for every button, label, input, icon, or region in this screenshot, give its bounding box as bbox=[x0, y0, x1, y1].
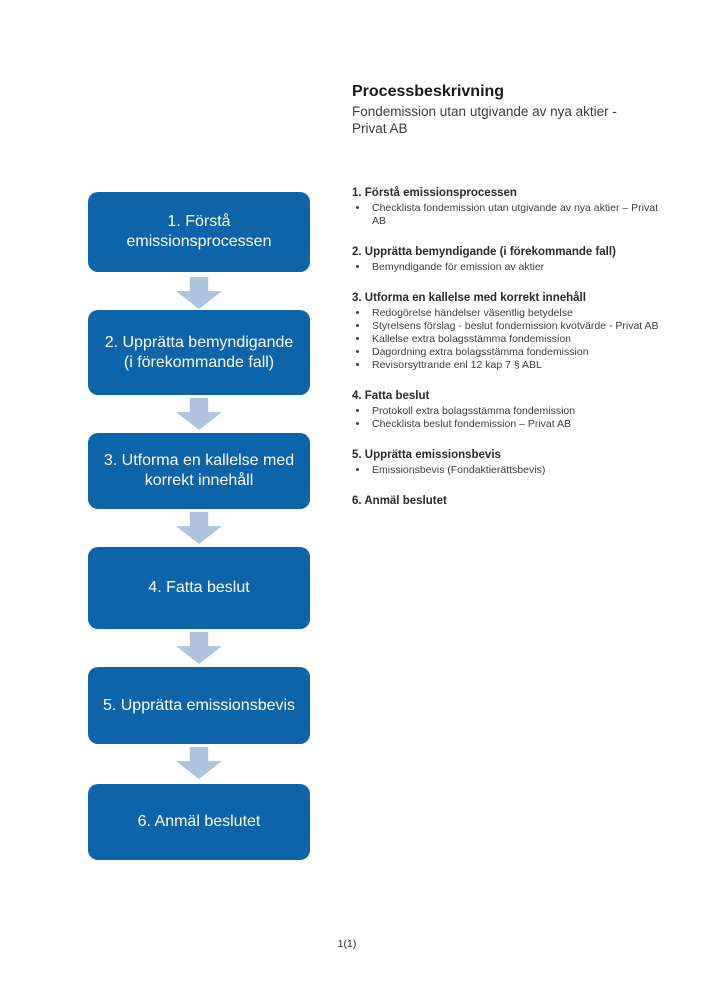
section-5-heading: 5. Upprätta emissionsbevis bbox=[352, 449, 501, 462]
page-title: Processbeskrivning bbox=[352, 83, 505, 100]
flow-step-2-label: 2. Upprätta bemyndigande (i förekommande fall) bbox=[104, 333, 294, 371]
bullet-item: • Revisorsyttrande enl 12 kap 7 § ABL bbox=[369, 359, 674, 372]
flow-step-6-label: 6. Anmäl beslutet bbox=[137, 813, 261, 831]
flow-step-5 bbox=[88, 667, 310, 744]
section-4-bullets bbox=[352, 405, 674, 431]
bullet-item: • Bemyndigande för emission av aktier bbox=[369, 261, 674, 274]
section-6-heading: 6. Anmäl beslutet bbox=[352, 495, 447, 508]
bullet-item: • Kallelse extra bolagsstämma fondemission bbox=[369, 333, 674, 346]
flow-step-1-label: 1. Förstå emissionsprocessen bbox=[126, 213, 272, 250]
section-3 bbox=[352, 291, 674, 372]
page-number: 1(1) bbox=[337, 938, 357, 950]
section-2 bbox=[352, 245, 674, 274]
section-4-heading: 4. Fatta beslut bbox=[352, 390, 430, 403]
flow-step-6 bbox=[88, 784, 310, 860]
section-6 bbox=[352, 494, 674, 508]
section-4 bbox=[352, 389, 674, 431]
page-subtitle: Fondemission utan utgivande av nya aktier - Privat AB bbox=[352, 104, 617, 136]
bullet-item: • Protokoll extra bolagsstämma fondemission bbox=[369, 405, 674, 418]
section-1-bullets bbox=[352, 202, 674, 228]
bullet-item: • Redogörelse händelser väsentlig betydelse bbox=[369, 307, 674, 320]
flow-step-4-label: 4. Fatta beslut bbox=[148, 579, 250, 597]
down-arrow-icon bbox=[176, 277, 222, 309]
flow-step-2 bbox=[88, 310, 310, 395]
section-2-heading: 2. Upprätta bemyndigande (i förekommande fall) bbox=[352, 246, 616, 259]
bullet-item: • Checklista fondemission utan utgivande av nya aktier – Privat AB bbox=[369, 202, 674, 228]
flow-step-3-label: 3. Utforma en kallelse med korrekt innehåll bbox=[103, 452, 295, 489]
down-arrow-icon bbox=[176, 512, 222, 544]
bullet-item: • Checklista beslut fondemission – Privat AB bbox=[369, 418, 674, 431]
section-2-bullets bbox=[352, 261, 674, 274]
bullet-item: • Dagordning extra bolagsstämma fondemission bbox=[369, 346, 674, 359]
section-1 bbox=[352, 186, 674, 228]
down-arrow-icon bbox=[176, 747, 222, 779]
flow-step-5-label: 5. Upprätta emissionsbevis bbox=[102, 696, 296, 714]
bullet-item: • Styrelsens förslag - beslut fondemission kvotvärde - Privat AB bbox=[369, 320, 674, 333]
flow-step-4 bbox=[88, 547, 310, 629]
section-3-bullets bbox=[352, 307, 674, 372]
flow-step-3 bbox=[88, 433, 310, 509]
section-list bbox=[352, 186, 674, 525]
title-block bbox=[352, 83, 672, 138]
down-arrow-icon bbox=[176, 632, 222, 664]
section-5-bullets bbox=[352, 464, 674, 477]
section-3-heading: 3. Utforma en kallelse med korrekt innehåll bbox=[352, 292, 586, 305]
section-1-heading: 1. Förstå emissionsprocessen bbox=[352, 187, 517, 199]
bullet-item: • Emissionsbevis (Fondaktierättsbevis) bbox=[369, 464, 674, 477]
section-5 bbox=[352, 448, 674, 477]
flow-step-1 bbox=[88, 192, 310, 272]
down-arrow-icon bbox=[176, 398, 222, 430]
